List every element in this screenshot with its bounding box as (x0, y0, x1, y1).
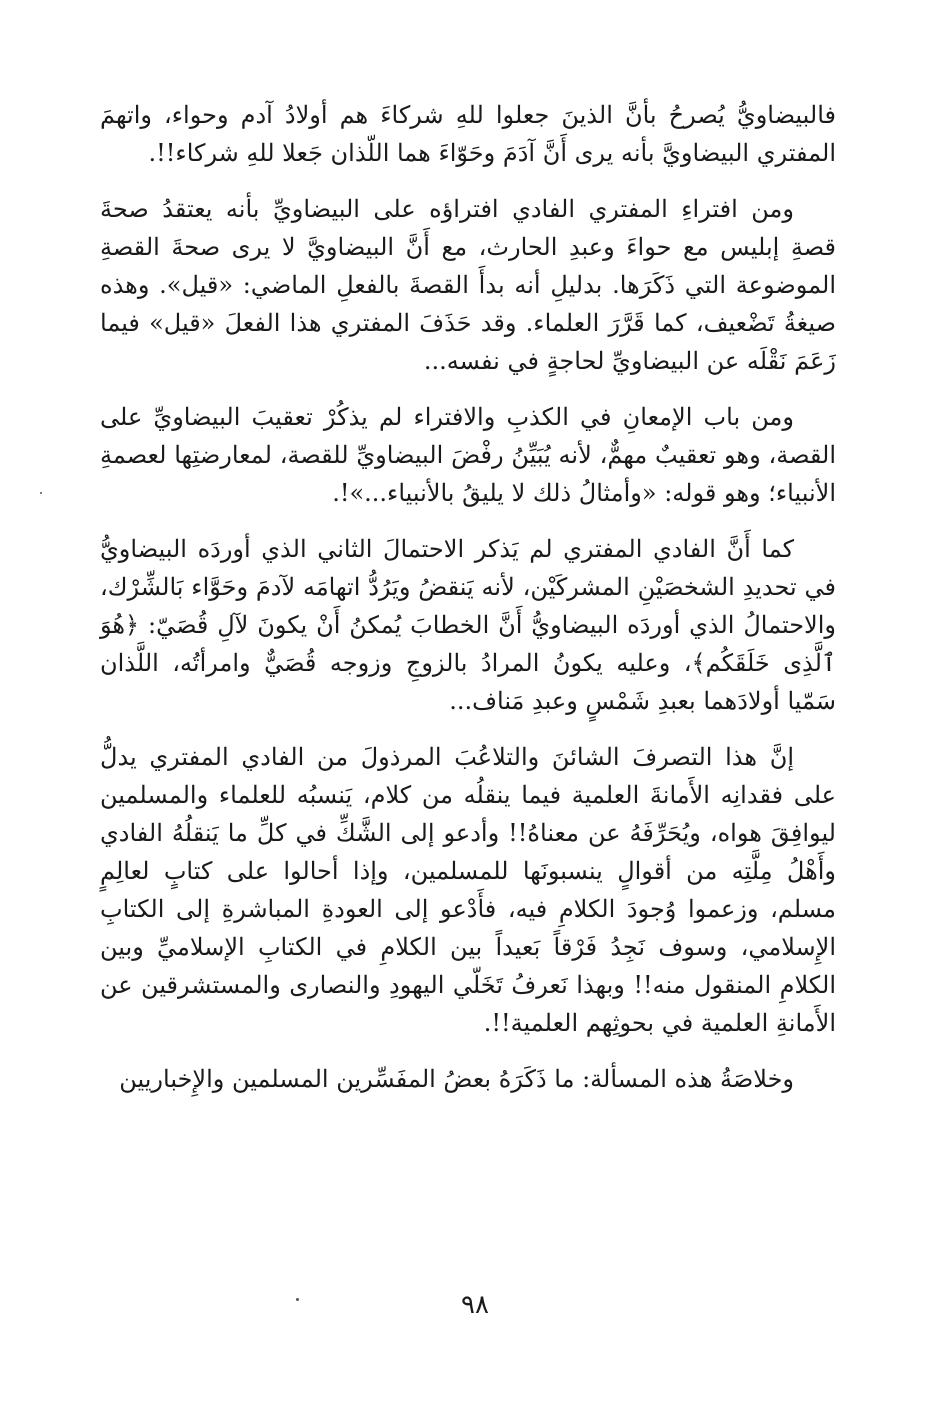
paragraph-2: ومن افتراءِ المفتري الفادي افتراؤه على البيضاويِّ بأنه يعتقدُ صحةَ قصةِ إبليس مع حواءَ وعبدِ الحارث، مع أَنَّ البيضاويَّ لا يرى صحةَ القصةِ الموضوعة التي ذَكَرَها. بدليلِ أنه بدأَ القصةَ بالفعلِ الماضي: «قيل». وهذه صيغةُ تَضْعيف، كما قَرَّرَ العلماء. وقد حَذَفَ المفتري هذا الفعلَ «قيل» فيما زَعَمَ نَقْلَه عن البيضاويِّ لحاجةٍ في نفسه... (100, 195, 836, 375)
page-number: ٩٨ (461, 1290, 489, 1320)
paragraph-1: فالبيضاويُّ يُصرحُ بأنَّ الذينَ جعلوا للهِ شركاءَ هم أولادُ آدم وحواء، واتهمَ المفتري البيضاويَّ بأنه يرى أَنَّ آدَمَ وحَوّاءَ هما اللّذان جَعلا للهِ شركاء!!. (100, 101, 836, 167)
paragraph-5: إنَّ هذا التصرفَ الشائنَ والتلاعُبَ المرذولَ من الفادي المفتري يدلُّ على فقدانِه الأَمانةَ العلمية فيما ينقلُه من كلام، يَنسبُه للعلماء والمسلمين ليوافِقَ هواه، ويُحَرِّفَهُ عن معناهُ!! وأدعو إلى الشَّكِّ في كلِّ ما يَنقلُهُ الفادي وأَهْلُ مِلَّتِه من أقوالٍ ينسبونَها للمسلمين، وإذا أحالوا على كتابٍ لعالِمٍ مسلم، وزعموا وُجودَ الكلامِ فيه، فأَدْعو إلى العودةِ المباشرةِ إلى الكتابِ الإِسلامي، وسوف نَجِدُ فَرْقاً بَعيداً بين الكلامِ في الكتابِ الإسلاميِّ وبين الكلامِ المنقول منه!! وبهذا نَعرفُ تَخَلّي اليهودِ والنصارى والمستشرقين عن الأَمانةِ العلمية في بحوثِهم العلمية!!. (100, 743, 836, 1037)
paragraph-6: وخلاصَةُ هذه المسألة: ما ذَكَرَهُ بعضُ المفَسِّرين المسلمين والإِخباريين (119, 1065, 794, 1093)
paragraph-4: كما أَنَّ الفادي المفتري لم يَذكر الاحتمالَ الثاني الذي أوردَه البيضاويُّ في تحديدِ الشخصَيْنِ المشركَيْن، لأنه يَنقضُ ويَرُدُّ اتهامَه لآدمَ وحَوَّاء بَالشِّرْك، والاحتمالُ الذي أوردَه البيضاويُّ أَنَّ الخطابَ يُمكنُ أَنْ يكونَ لآلِ قُصَيّ: ﴿هُوَ ٱلَّذِى خَلَقَكُم﴾، وعليه يكونُ المرادُ بالزوجِ وزوجه قُصَيٌّ وامرأتُه، اللَّذان سَمّيا أولادَهما بعبدِ شَمْسٍ وعبدِ مَناف... (100, 535, 836, 715)
scan-speck (296, 1298, 299, 1301)
page-body (100, 96, 836, 1116)
paragraph-3: ومن باب الإمعانِ في الكذبِ والافتراء لم يذكُرْ تعقيبَ البيضاويِّ على القصة، وهو تعقيبٌ مهمٌّ، لأنه يُبَيِّنُ رفْضَ البيضاويِّ للقصة، لمعارضتِها لعصمةِ الأنبياء؛ وهو قوله: «وأمثالُ ذلك لا يليقُ بالأنبياء...»!. (100, 403, 836, 507)
scan-speck (40, 492, 42, 494)
